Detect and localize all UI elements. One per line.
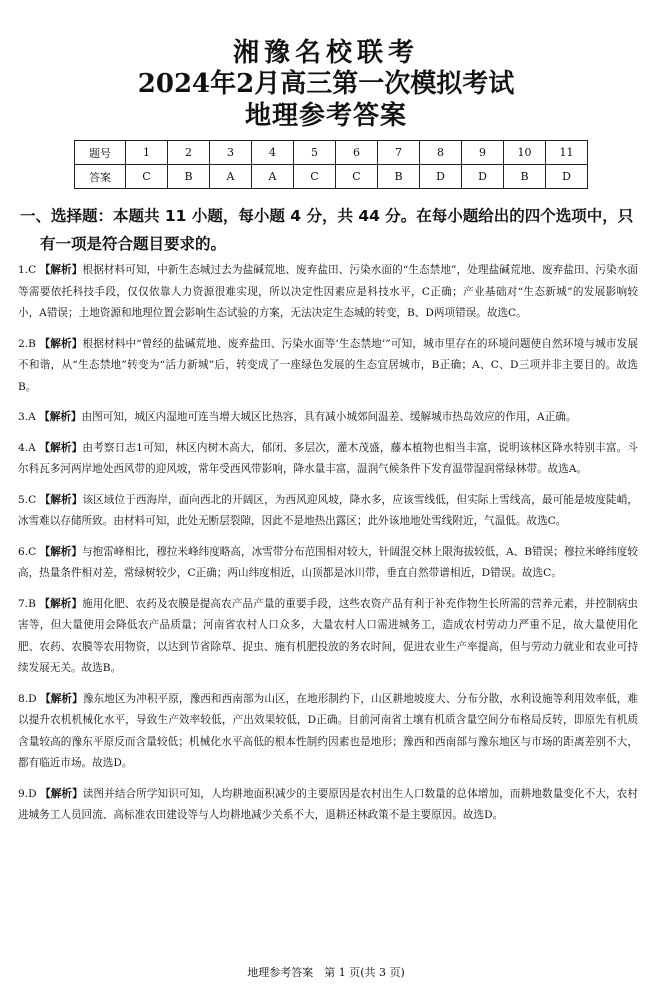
table-cell: 10 — [504, 141, 546, 165]
table-cell: 8 — [420, 141, 462, 165]
question-item — [18, 689, 638, 775]
row-label-number: 题号 — [75, 141, 126, 165]
table-cell: B — [504, 165, 546, 189]
answer-table-number-row — [75, 141, 588, 165]
analysis-tag: 【解析】 — [39, 337, 83, 350]
page-footer: 地理参考答案 第 1 页(共 3 页) — [247, 966, 405, 979]
table-cell: 2 — [168, 141, 210, 165]
question-number: 1.C — [18, 264, 37, 276]
table-cell: D — [462, 165, 504, 189]
analysis-tag: 【解析】 — [39, 441, 83, 454]
table-cell: D — [546, 165, 588, 189]
question-number: 5.C — [18, 493, 37, 506]
table-cell: 4 — [252, 141, 294, 165]
analysis-tag: 【解析】 — [40, 692, 83, 705]
question-item — [18, 438, 638, 481]
table-cell: C — [336, 165, 378, 189]
table-cell: 6 — [336, 141, 378, 165]
question-explanation: 根据材料可知，中新生态城过去为盐碱荒地、废弃盐田、污染水面的“生态禁地”，处理盐碱荒地、废弃盐田、污染水面等需要依托科技手段，仅仅依靠人力资源很难实现，所以决定性因素应是科技水平，C正确；产业基础对“生态新城”的发展影响较小，A错误；土地资源和地理位置会影响生态试验的方案，无法决定生态城的转变，B、D两项错误。故选C。 — [18, 264, 639, 319]
table-cell: 1 — [126, 141, 168, 165]
question-number: 2.B — [18, 337, 36, 350]
question-item — [18, 260, 638, 325]
section-heading — [20, 202, 638, 258]
question-item — [18, 490, 638, 533]
table-cell: 11 — [546, 141, 588, 165]
question-explanation: 施用化肥、农药及农膜是提高农产品产量的重要手段，这些农资产品有利于补充作物生长所需的营养元素，并控制病虫害等，但大量使用会降低农产品质量；河南省农村人口众多，大量农村人口需进城务工，造成农村劳动力严重不足，故大量使用化肥、农药、农膜等农用物资，以达到节省除草、捉虫、施有机肥投放的务农时间，促进农业生产率提高，但与劳动力就业和农业可持续发展无关。故选B。 — [18, 597, 638, 674]
analysis-tag: 【解析】 — [40, 787, 83, 800]
question-explanation: 由图可知，城区内湿地可连当增大城区比热容，具有减小城郊间温差、缓解城市热岛效应的作用，A正确。 — [81, 411, 577, 423]
question-explanation: 由考察日志1可知，林区内树木高大，郁闭、多层次，灌木茂盛，藤本植物也相当丰富，说明该林区降水特别丰富。斗尔科瓦多河两岸地处西风带的迎风坡，常年受西风带影响，降水量丰富，温润气候条件下发育温带湿润常绿林带。故选A。 — [18, 441, 639, 475]
table-cell: A — [252, 165, 294, 189]
question-explanation: 豫东地区为冲积平原，豫西和西南部为山区，在地形制约下，山区耕地坡度大、分布分散，水利设施等利用效率低，难以提升农机机械化水平，导致生产效率较低，产出效果较低，D正确。目前河南省土壤有机质含量空间分布格局反转，即原先有机质含量较高的豫东平原反而含量较低；机械化水平高低的根本性制约因素也是地形；豫西和西南部与豫东地区与市场的距离差别不大，都有临近市场。故选D。 — [18, 692, 638, 769]
question-list — [18, 260, 638, 836]
analysis-tag: 【解析】 — [39, 493, 83, 506]
question-explanation: 与抱雷峰相比，穆拉米峰纬度略高，冰雪带分布范围相对较大，针阔混交林上限海拔较低，A、B错误；穆拉米峰纬度较高，热量条件相对差，常绿树较少，C正确；两山纬度相近，山顶都是冰川带，垂直自然带谱相近，D错误。故选C。 — [18, 545, 638, 579]
analysis-tag: 【解析】 — [39, 545, 82, 558]
question-explanation: 读图并结合所学知识可知，人均耕地面积减少的主要原因是农村出生人口数量的总体增加，而耕地数量变化不大，农村进城务工人员回流、高标准农田建设等与人均耕地减少关系不大，退耕还林政策不是主要原因。故选D。 — [18, 787, 638, 821]
table-cell: 9 — [462, 141, 504, 165]
analysis-tag: 【解析】 — [39, 264, 83, 276]
exam-name-title: 2024年2月高三第一次模拟考试 — [137, 69, 515, 99]
table-cell: 5 — [294, 141, 336, 165]
analysis-tag: 【解析】 — [39, 597, 83, 610]
analysis-tag: 【解析】 — [39, 411, 82, 423]
question-number: 8.D — [18, 692, 37, 705]
exam-org-title: 湘豫名校联考 — [232, 38, 419, 68]
question-number: 6.C — [18, 545, 37, 558]
table-cell: 7 — [378, 141, 420, 165]
question-item — [18, 594, 638, 680]
question-number: 7.B — [18, 597, 36, 610]
question-number: 3.A — [18, 411, 36, 423]
title-block — [0, 38, 652, 132]
question-number: 9.D — [18, 787, 37, 800]
question-item — [18, 784, 638, 827]
question-explanation: 根据材料中“曾经的盐碱荒地、废弃盐田、污染水面等‘生态禁地’”可知，城市里存在的环境问题使自然环境与城市发展不和谐，从“生态禁地”转变为“活力新城”后，转变成了一座绿色发展的生态宜居城市，B正确；A、C、D三项并非主要目的。故选B。 — [18, 337, 638, 393]
section-heading-line: 一、选择题：本题共 11 小题，每小题 4 分，共 44 分。在每小题给出的四个选项中，只 — [20, 207, 634, 225]
row-label-answer: 答案 — [75, 165, 126, 189]
table-cell: 3 — [210, 141, 252, 165]
section-heading-line: 有一项是符合题目要求的。 — [40, 235, 227, 253]
table-cell: C — [126, 165, 168, 189]
question-item — [18, 407, 638, 429]
answer-table — [74, 140, 588, 189]
table-cell: C — [294, 165, 336, 189]
question-explanation: 该区域位于西海岸，面向西北的开阔区，为西风迎风坡，降水多，应该雪线低，但实际上雪线高，最可能是坡度陡峭，冰雪难以存储所致。由材料可知，此处无断层裂隙，因此不是地热出露区；此外该地地处雪线附近，气温低。故选C。 — [18, 493, 639, 527]
table-cell: B — [168, 165, 210, 189]
question-item — [18, 542, 638, 585]
table-cell: B — [378, 165, 420, 189]
question-number: 4.A — [18, 441, 36, 454]
answer-table-answer-row — [75, 165, 588, 189]
subject-title: 地理参考答案 — [244, 101, 407, 131]
table-cell: A — [210, 165, 252, 189]
table-cell: D — [420, 165, 462, 189]
question-item — [18, 334, 638, 399]
